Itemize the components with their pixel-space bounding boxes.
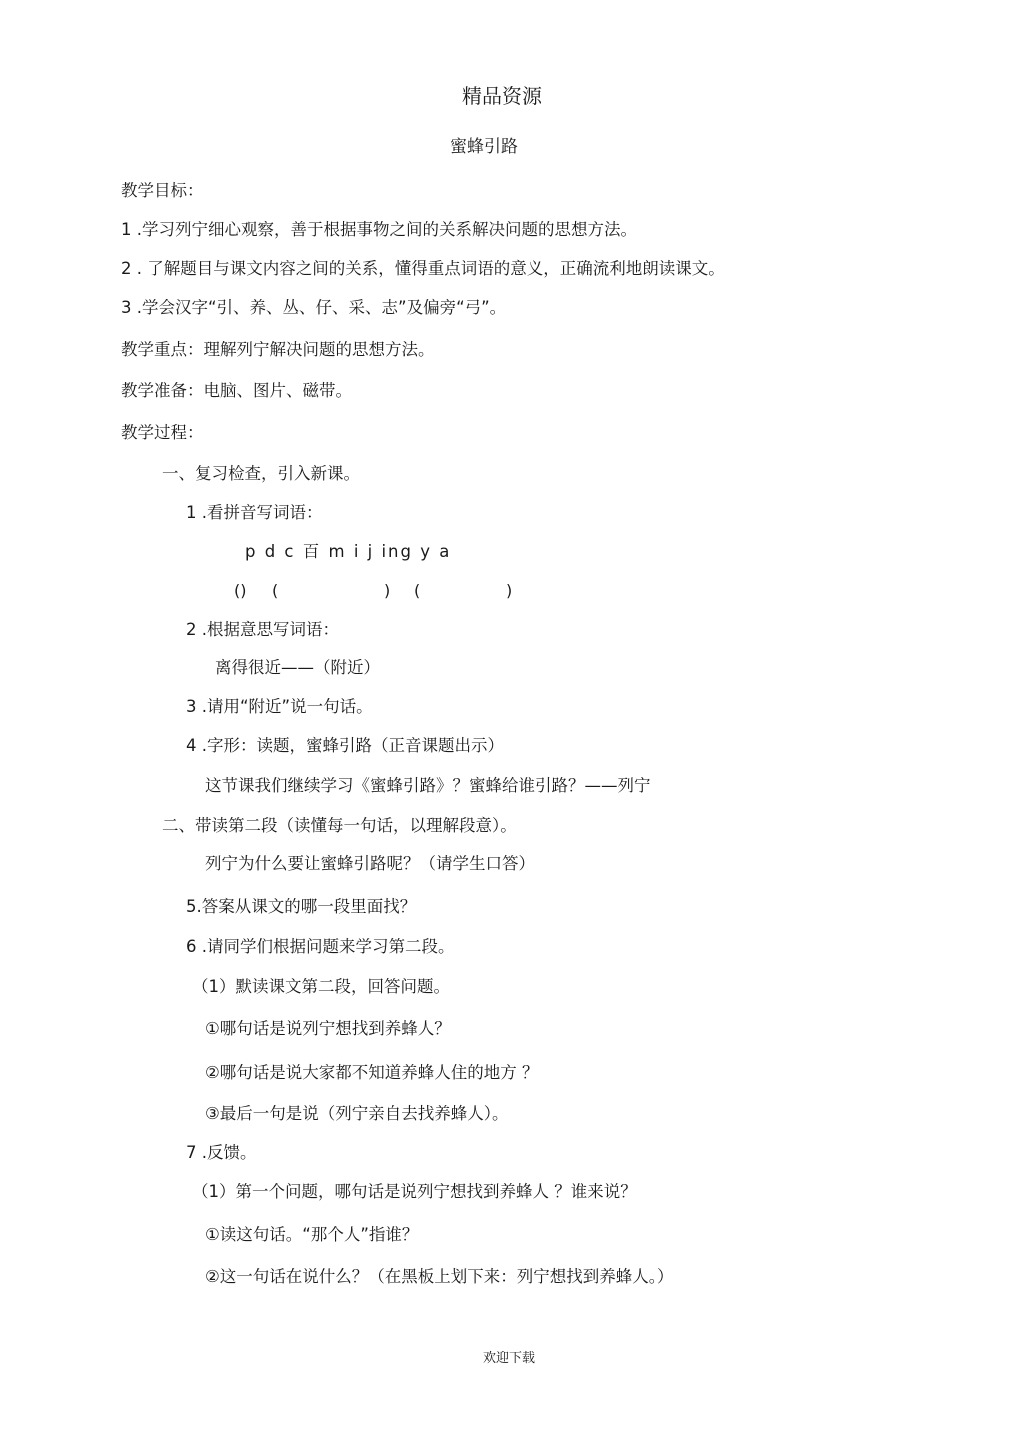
step-1: 1 .看拼音写词语： — [186, 503, 323, 522]
step-4: 4 .字形：读题，蜜蜂引路（正音课题出示） — [186, 736, 504, 755]
blank-2-open: ( — [272, 581, 279, 600]
lesson-title: 蜜蜂引路 — [450, 137, 518, 157]
step-7-sub-1: （1）第一个问题，哪句话是说列宁想找到养蜂人 ？谁来说？ — [192, 1182, 637, 1201]
step-2-answer: 离得很近——（附近） — [215, 658, 380, 677]
step-4-note: 这节课我们继续学习《蜜蜂引路》？蜜蜂给谁引路？——列宁 — [205, 776, 651, 795]
blank-3-open: ( — [414, 581, 421, 600]
pinyin-prompt: p d c 百 m i j ing y a — [245, 542, 452, 561]
goal-item-2: 2 . 了解题目与课文内容之间的关系，懂得重点词语的意义，正确流利地朗读课文。 — [121, 259, 725, 278]
step-6: 6 .请同学们根据问题来学习第二段。 — [186, 937, 455, 956]
step-6-sub-1: （1）默读课文第二段，回答问题。 — [192, 977, 450, 996]
blank-1: () — [234, 581, 247, 600]
section2-heading: 二、带读第二段（读懂每一句话，以理解段意）。 — [162, 816, 517, 835]
section1-heading: 一、复习检查，引入新课。 — [162, 464, 360, 483]
teaching-prep: 教学准备：电脑、图片、磁带。 — [121, 381, 352, 400]
goal-item-3: 3 .学会汉字“引、养、丛、仔、采、志”及偏旁“弓”。 — [121, 298, 507, 317]
answer-1: ①读这句话。“那个人”指谁？ — [205, 1225, 419, 1244]
step-2: 2 .根据意思写词语： — [186, 620, 339, 639]
step-5: 5.答案从课文的哪一段里面找？ — [186, 897, 417, 916]
goal-item-1: 1 .学习列宁细心观察，善于根据事物之间的关系解决问题的思想方法。 — [121, 220, 637, 239]
question-2: ②哪句话是说大家都不知道养蜂人住的地方 ？ — [205, 1063, 539, 1082]
answer-2: ②这一句话在说什么？（在黑板上划下来：列宁想找到养蜂人。） — [205, 1267, 674, 1286]
blank-3-close: ) — [506, 581, 513, 600]
page-footer: 欢迎下载 — [483, 1351, 536, 1366]
question-3: ③最后一句是说（列宁亲自去找养蜂人）。 — [205, 1104, 509, 1123]
step-7: 7 .反馈。 — [186, 1143, 257, 1162]
answer-blanks — [234, 580, 534, 602]
blank-2-close: ) — [384, 581, 391, 600]
process-heading: 教学过程： — [121, 423, 204, 442]
page-header: 精品资源 — [462, 84, 542, 108]
question-1: ①哪句话是说列宁想找到养蜂人？ — [205, 1019, 451, 1038]
step-3: 3 .请用“附近”说一句话。 — [186, 697, 373, 716]
section2-intro: 列宁为什么要让蜜蜂引路呢？（请学生口答） — [205, 854, 535, 873]
teaching-focus: 教学重点：理解列宁解决问题的思想方法。 — [121, 340, 435, 359]
goals-heading: 教学目标： — [121, 181, 204, 200]
